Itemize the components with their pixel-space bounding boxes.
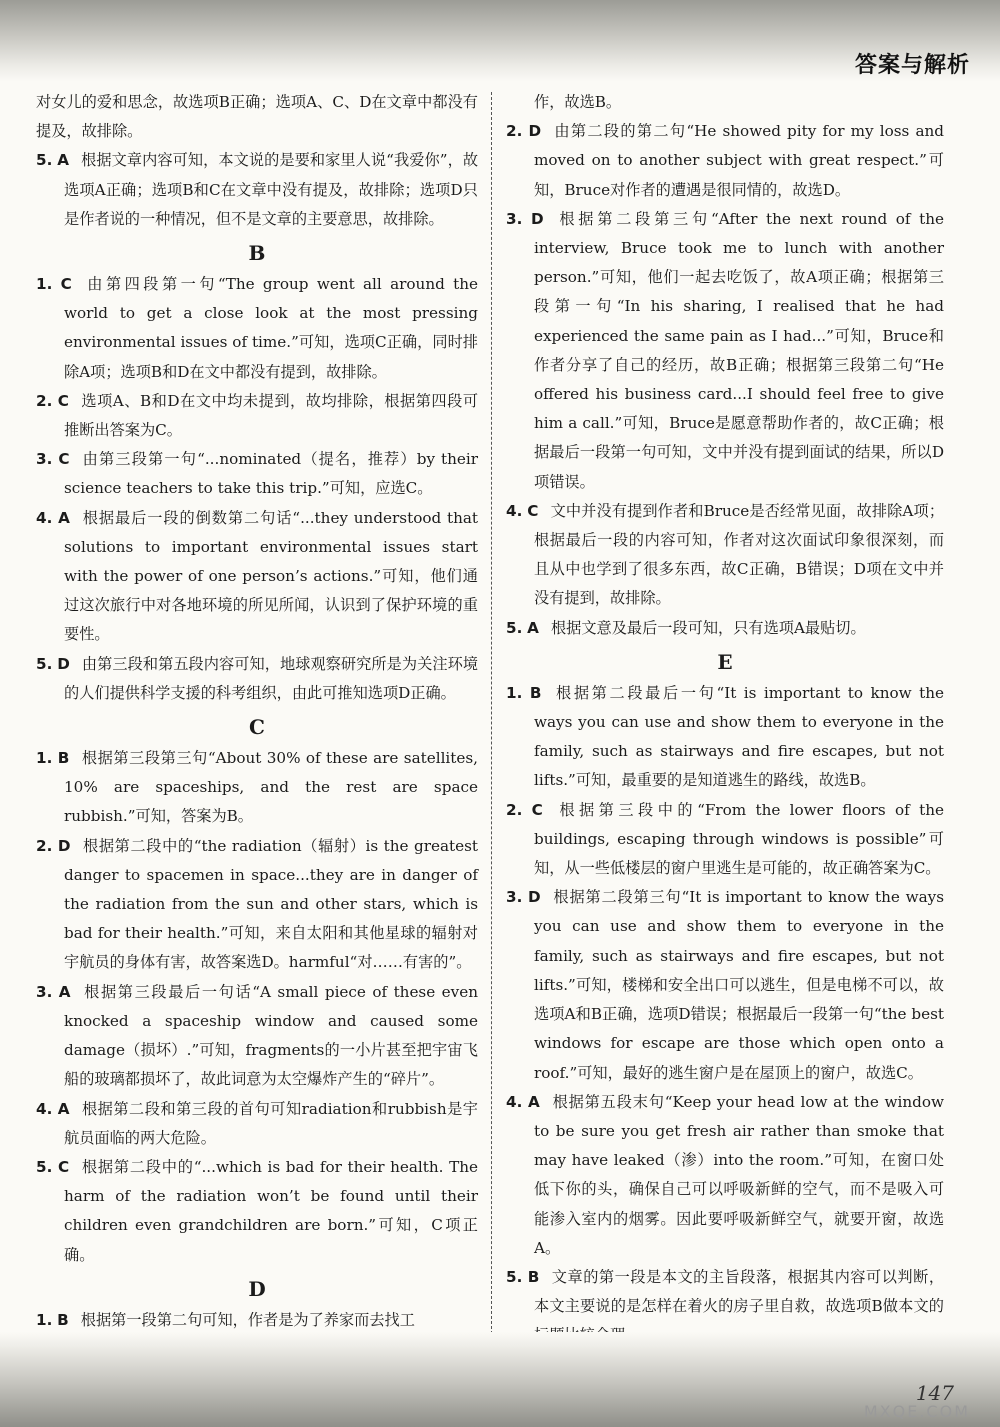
item-explanation: 文中并没有提到作者和Bruce是否经常见面，故排除A项；根据最后一段的内容可知，作者对这次面试印象很深刻，而且从中也学到了很多东西，故C正确，B错误；D项在文中并没有提到，故排除。 — [534, 501, 945, 608]
item-number: 2. — [506, 800, 523, 819]
answer-item — [36, 1095, 478, 1153]
item-number: 5. — [36, 151, 53, 170]
item-answer: C — [57, 1157, 70, 1176]
item-explanation: 根据第二段和第三段的首句可知radiation和rubbish是宇航员面临的两大危险。 — [64, 1099, 478, 1147]
answer-item — [506, 679, 944, 796]
item-answer: D — [530, 209, 544, 228]
item-number: 5. — [36, 654, 53, 673]
item-explanation: 根据第一段第二句可知，作者是为了养家而去找工 — [80, 1310, 415, 1329]
item-answer: A — [58, 508, 70, 527]
item-number: 3. — [506, 888, 523, 907]
item-explanation: 文章的第一段是本文的主旨段落，根据其内容可以判断，本文主要说的是怎样在着火的房子里自救，故选项B做本文的 — [534, 1267, 945, 1316]
item-answer: A — [58, 982, 71, 1001]
item-answer: B — [529, 683, 542, 702]
answer-item — [36, 270, 478, 387]
item-explanation: 根据第二段第三句“It is important to know the ways you can use and show them to everyone in the family, such as stairways and fire escapes, but not lifts.”可知，楼梯和安全出口可以逃生，但是电梯不可以，故选项A和B正确，选项D错误；根据最后一段第一句“the best windows for escape are those which open onto a roof.”可知，最好的逃生窗户是在屋顶上的窗户，故选C。 — [534, 888, 945, 1082]
item-answer: D — [57, 654, 70, 673]
item-number: 3. — [36, 982, 53, 1001]
answer-item — [506, 614, 944, 643]
item-answer: A — [57, 1099, 70, 1118]
item-explanation: 由第三段和第五段内容可知，地球观察研究所是为关注环境的人们提供科学支援的科考组织，由此可推知选项D正确。 — [64, 654, 479, 702]
section-heading-e: E — [717, 649, 733, 674]
section-heading-d: D — [248, 1276, 266, 1301]
item-answer: B — [57, 1310, 69, 1329]
item-number: 4. — [506, 501, 523, 520]
answer-item — [506, 205, 944, 497]
item-explanation: 由第四段第一句“The group went all around the world to get a close look at the most pressing environmental issues of time.”可知，选项C正确，同时排除A项；选项B和D在文中都没有提到，故排除。 — [64, 275, 478, 381]
item-number: 2. — [36, 391, 53, 410]
footer-decoration — [0, 1332, 1000, 1427]
left-column — [36, 88, 478, 1335]
watermark: MXQE.COM — [863, 1402, 970, 1421]
answer-item — [506, 117, 944, 205]
item-explanation: 由第三段第一句“...nominated（提名，推荐）by their science teachers to take this trip.”可知，应选C。 — [64, 450, 479, 498]
item-explanation: 根据最后一段的倒数第二句话“...they understood that solutions to important environmental issues start with the power of one person’s actions.”可知，他们通过这次旅行中对各地环境的所见所闻，认识到了保护环境的重要性。 — [64, 508, 479, 644]
item-number: 4. — [506, 1092, 523, 1111]
item-number: 5. — [506, 618, 523, 637]
answer-item — [506, 1088, 944, 1263]
answer-item — [36, 1306, 478, 1335]
item-number: 3. — [506, 209, 523, 228]
continued-text: 作，故选B。 — [534, 93, 622, 111]
item-explanation: 选项A、B和D在文中均未提到，故均排除，根据第四段可推断出答案为C。 — [64, 391, 479, 440]
right-column — [506, 88, 944, 1351]
item-number: 2. — [36, 836, 53, 855]
answer-item — [506, 796, 944, 884]
item-answer: A — [528, 1092, 540, 1111]
item-explanation: 根据第二段第三句“After the next round of the interview, Bruce took me to lunch with another person.”可知，他们一起去吃饭了，故A项正确；根据第三段第一句“In his sharing, I realised that he had experienced the same pain as I had...”可知，Bruce和作者分享了自己的经历，故B正确；根据第三段第二句“He offered his business card...I should feel free to give him a call.”可知，Bruce是愿意帮助作者的，故C正确；根据最后一段第一句可知，文中并没有提到面试的结果，所以D项错误。 — [534, 209, 945, 491]
continued-text: 对女儿的爱和思念，故选项B正确；选项A、C、D在文章中都没有提及，故排除。 — [36, 93, 478, 141]
item-answer: C — [60, 275, 72, 294]
item-explanation: 根据第二段中的“the radiation（辐射）is the greatest danger to spacemen in space...they are in danger of the radiation from the sun and other stars, which is bad for their health.”可知，来自太阳和其他星球的辐射对宇航员的身体有害，故答案选D。harmful“对……有害的”。 — [64, 836, 479, 972]
answer-item — [36, 146, 478, 234]
item-number: 4. — [36, 508, 53, 527]
column-divider — [491, 92, 492, 1354]
item-explanation: 根据第二段最后一句“It is important to know the ways you can use and show them to everyone in the family, such as stairways and fire escapes, but not lifts.”可知，最重要的是知道逃生的路线，故选B。 — [534, 683, 944, 790]
item-answer: C — [57, 391, 69, 410]
item-answer: D — [528, 888, 541, 907]
answer-item — [36, 650, 478, 708]
item-number: 1. — [506, 683, 523, 702]
item-explanation: 根据第三段第三句“About 30% of these are satellites, 10% are spaceships, and the rest are space rubbish.”可知，答案为B。 — [64, 749, 478, 826]
item-number: 1. — [36, 275, 53, 294]
answer-item — [36, 387, 478, 445]
answer-item — [36, 978, 478, 1095]
page-number: 147 — [915, 1381, 954, 1405]
item-explanation: 根据第二段中的“...which is bad for their health. The harm of the radiation won’t be found until their children even grandchildren are born.”可知，C项正确。 — [64, 1157, 479, 1264]
answer-item — [506, 883, 944, 1087]
section-heading-c: C — [249, 715, 265, 740]
answer-item — [36, 1153, 478, 1270]
item-explanation: 根据文意及最后一段可知，只有选项A最贴切。 — [550, 618, 866, 637]
item-answer: A — [57, 151, 70, 170]
item-number: 3. — [36, 450, 53, 469]
item-explanation: 根据文章内容可知，本文说的是要和家里人说“我爱你”，故选项A正确；选项B和C在文章中没有提及，故排除；选项D只是作者说的一种情况，但不是文章的主要意思，故排除。 — [64, 151, 479, 228]
answer-item — [36, 445, 478, 503]
item-explanation: 根据第五段末句“Keep your head low at the window to be sure you get fresh air rather than smoke that may have leaked（渗）into the room.”可知，在窗口处低下你的头，确保自己可以呼吸新鲜的空气，而不是吸入可能渗入室内的烟雾。因此要呼吸新鲜空气，就要开窗，故选A。 — [534, 1092, 945, 1257]
item-number: 1. — [36, 1310, 53, 1329]
item-explanation: 由第二段的第二句“He showed pity for my loss and moved on to another subject with great respect.”可知，Bruce对作者的遭遇是很同情的，故选D。 — [534, 122, 945, 199]
answer-item — [36, 832, 478, 978]
item-explanation: 根据第三段最后一句话“A small piece of these even knocked a spaceship window and caused some damage（损坏）.”可知，fragments的一小片甚至把宇宙飞船的玻璃都损坏了，故此词意为太空爆炸产生的“碎片”。 — [64, 982, 479, 1089]
section-heading-b: B — [248, 241, 266, 266]
item-explanation: 根据第三段中的“From the lower floors of the buildings, escaping through windows is possible”可知，从一些低楼层的窗户里逃生是可能的，故正确答案为C。 — [534, 800, 944, 878]
header-title: 答案与解析 — [854, 53, 970, 78]
item-answer: D — [528, 122, 542, 141]
item-answer: C — [531, 800, 543, 819]
answer-item — [506, 497, 944, 614]
answer-item — [36, 504, 478, 650]
item-answer: B — [527, 1267, 540, 1286]
item-number: 4. — [36, 1099, 53, 1118]
item-answer: B — [57, 749, 70, 768]
item-number: 1. — [36, 749, 53, 768]
item-answer: C — [58, 450, 70, 469]
item-answer: C — [527, 501, 539, 520]
answer-item — [36, 744, 478, 832]
item-number: 5. — [506, 1267, 523, 1286]
item-answer: A — [527, 618, 539, 637]
item-number: 2. — [506, 122, 523, 141]
item-answer: D — [57, 836, 71, 855]
header-decoration — [0, 0, 1000, 82]
item-number: 5. — [36, 1157, 53, 1176]
